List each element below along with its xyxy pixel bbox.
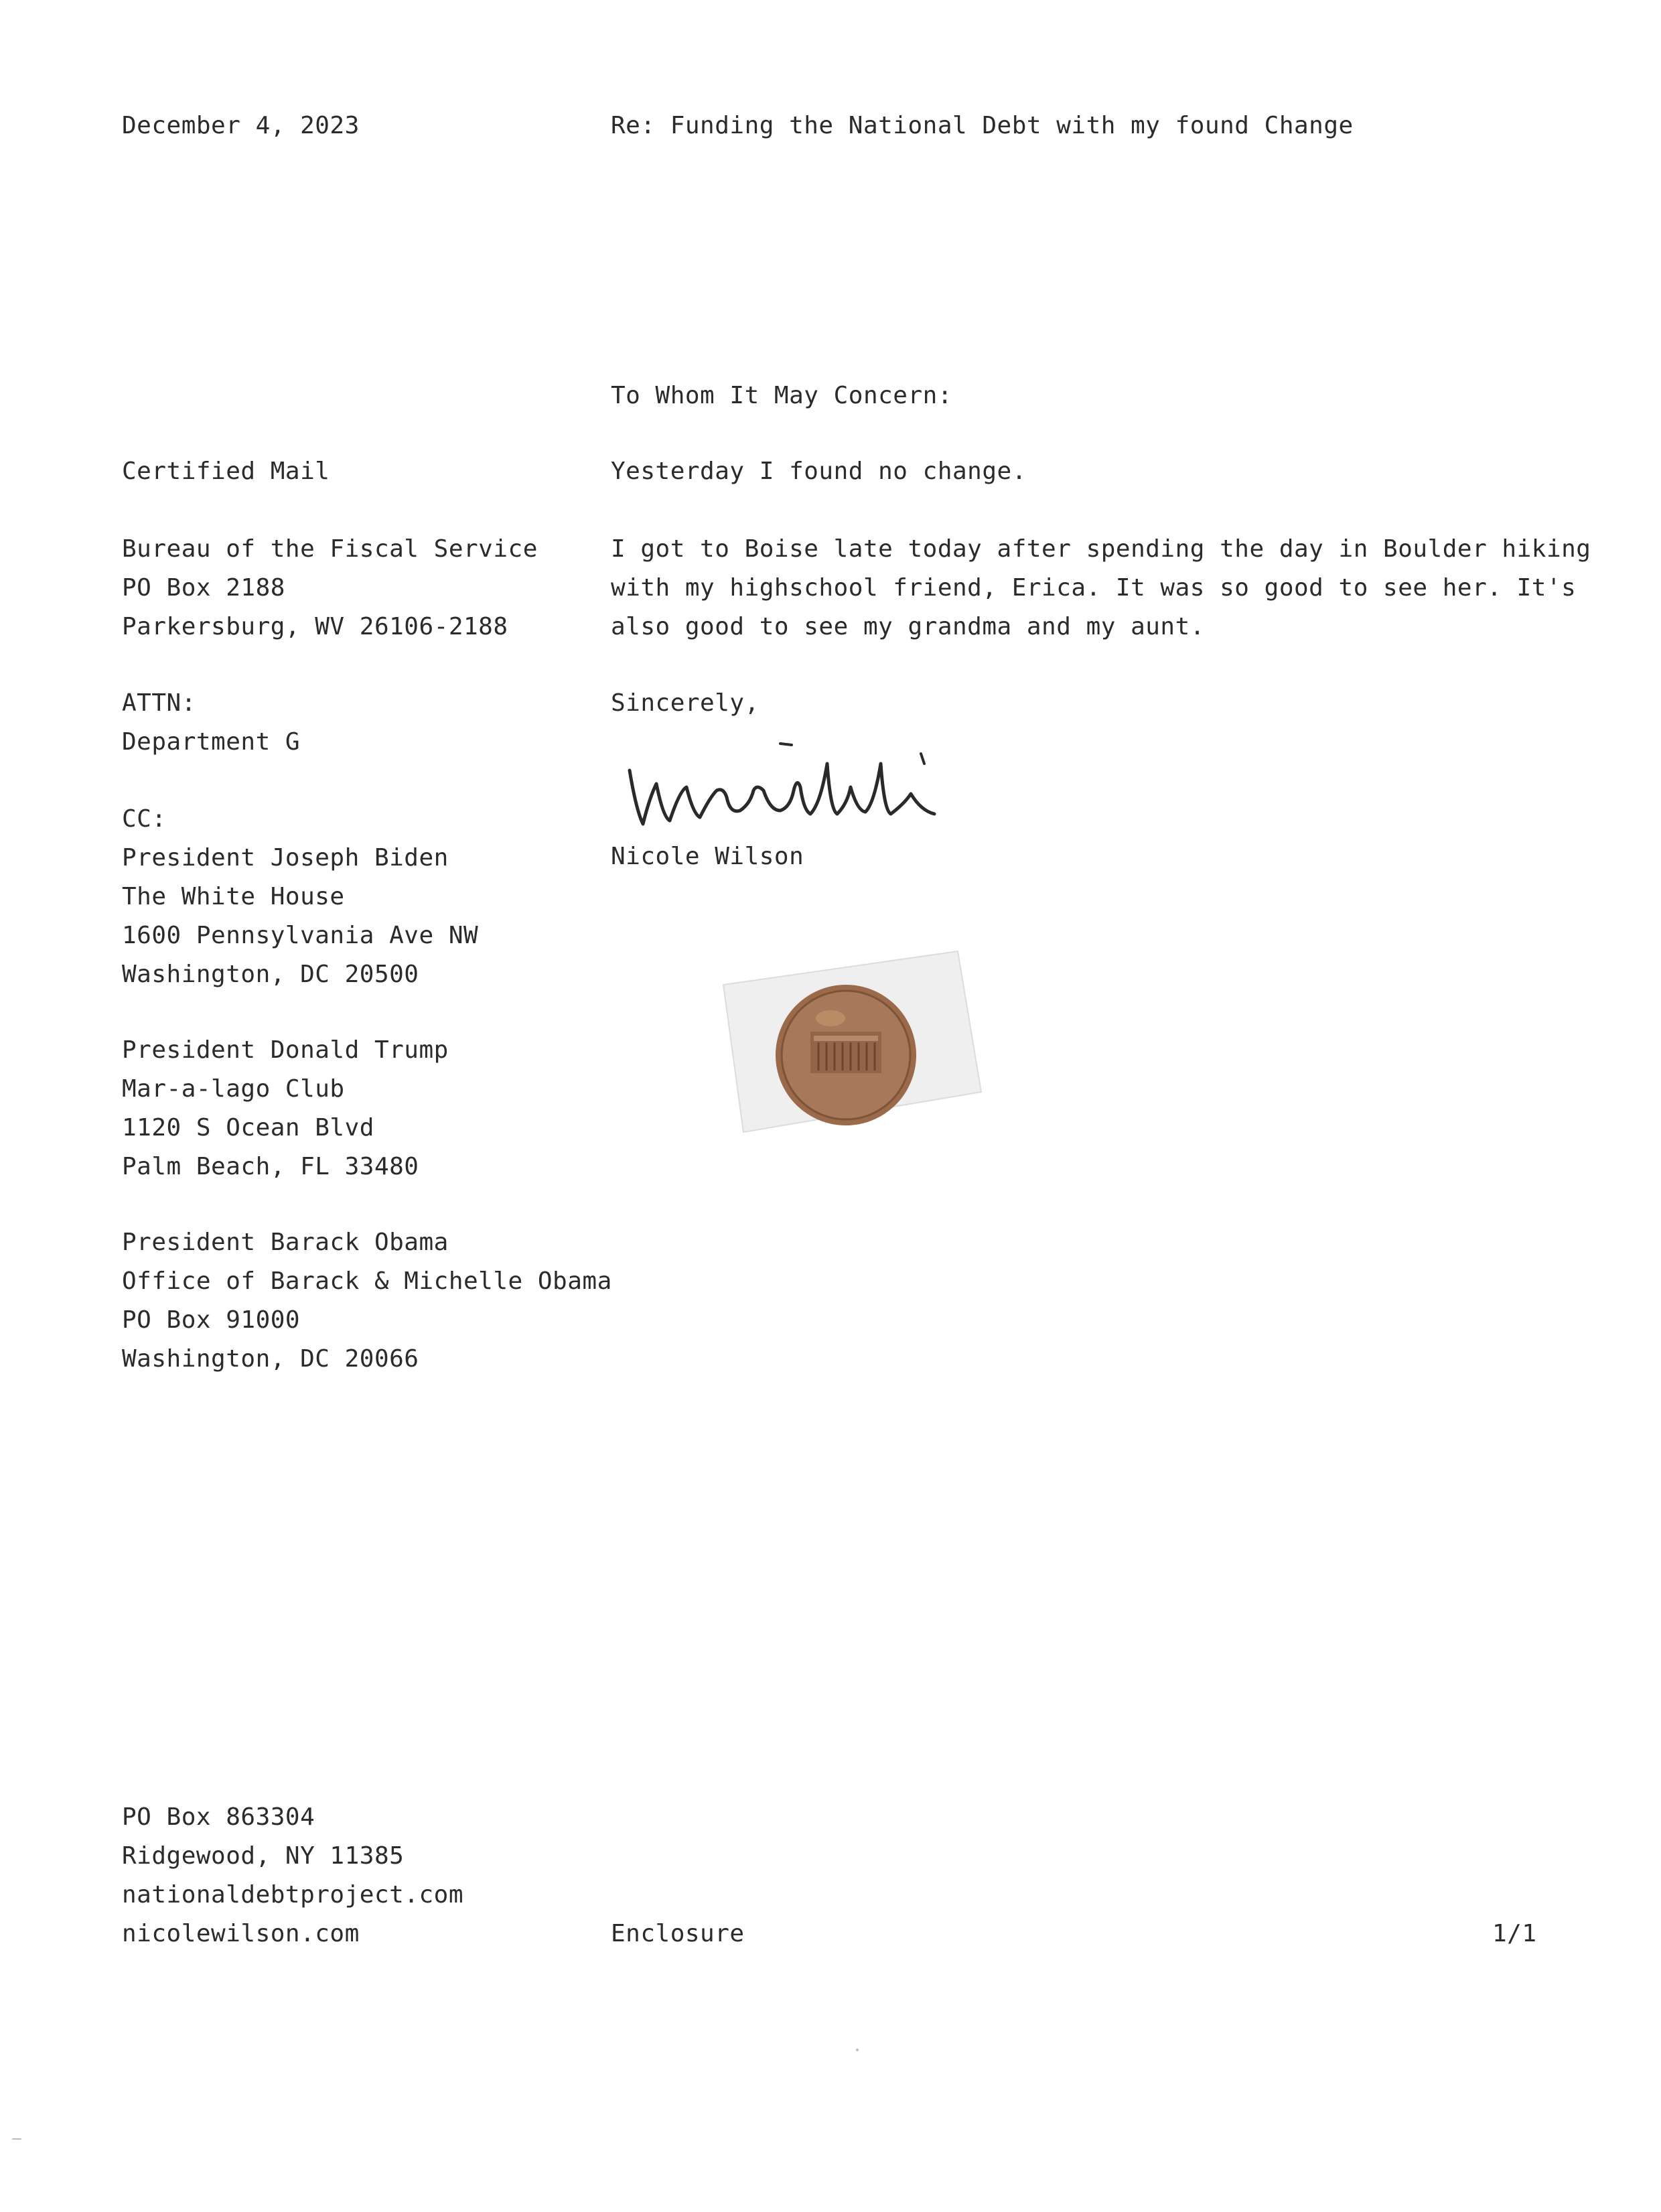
address-line: The White House — [122, 883, 345, 910]
recipient-address — [122, 530, 538, 646]
page-number: 1/1 — [1492, 1920, 1537, 1947]
body-line: I got to Boise late today after spending the day in Boulder hiking — [611, 535, 1591, 563]
address-line: PO Box 863304 — [122, 1803, 315, 1831]
cc-address-trump — [122, 1031, 449, 1186]
address-line: Washington, DC 20066 — [122, 1345, 419, 1373]
address-line: 1600 Pennsylvania Ave NW — [122, 922, 479, 949]
attn-department: Department G — [122, 728, 301, 756]
address-line: President Joseph Biden — [122, 844, 449, 872]
address-line: Bureau of the Fiscal Service — [122, 535, 538, 563]
cc-address-obama — [122, 1223, 612, 1379]
address-line: Parkersburg, WV 26106-2188 — [122, 613, 508, 640]
handwritten-signature — [616, 723, 978, 837]
cc-address-biden — [122, 839, 478, 994]
body-line: with my highschool friend, Erica. It was so good to see her. It's — [611, 574, 1577, 602]
address-line: Washington, DC 20500 — [122, 961, 419, 988]
salutation: To Whom It May Concern: — [611, 382, 952, 409]
signer-name: Nicole Wilson — [611, 843, 804, 870]
address-line: Office of Barack & Michelle Obama — [122, 1267, 612, 1295]
website-link: nationaldebtproject.com — [122, 1881, 463, 1909]
enclosure-note: Enclosure — [611, 1920, 745, 1947]
address-line: Palm Beach, FL 33480 — [122, 1153, 419, 1180]
body-paragraph-2 — [611, 530, 1591, 646]
address-line: President Barack Obama — [122, 1229, 449, 1256]
body-paragraph-1: Yesterday I found no change. — [611, 458, 1027, 485]
address-line: 1120 S Ocean Blvd — [122, 1114, 374, 1142]
cc-label: CC: — [122, 805, 167, 833]
sender-address — [122, 1798, 463, 1953]
address-line: Mar-a-lago Club — [122, 1075, 345, 1103]
body-line: also good to see my grandma and my aunt. — [611, 613, 1205, 640]
mail-type: Certified Mail — [122, 458, 330, 485]
attn-label: ATTN: — [122, 689, 196, 717]
address-line: President Donald Trump — [122, 1036, 449, 1064]
closing: Sincerely, — [611, 689, 760, 717]
letter-subject: Re: Funding the National Debt with my found Change — [611, 112, 1354, 139]
letter-date: December 4, 2023 — [122, 112, 360, 139]
website-link: nicolewilson.com — [122, 1920, 360, 1947]
attention-block — [122, 684, 300, 762]
scan-speck — [856, 2049, 859, 2051]
address-line: PO Box 2188 — [122, 574, 285, 602]
address-line: Ridgewood, NY 11385 — [122, 1842, 405, 1870]
penny-enclosure — [717, 938, 985, 1159]
address-line: PO Box 91000 — [122, 1306, 301, 1334]
scan-speck — [12, 2138, 21, 2140]
